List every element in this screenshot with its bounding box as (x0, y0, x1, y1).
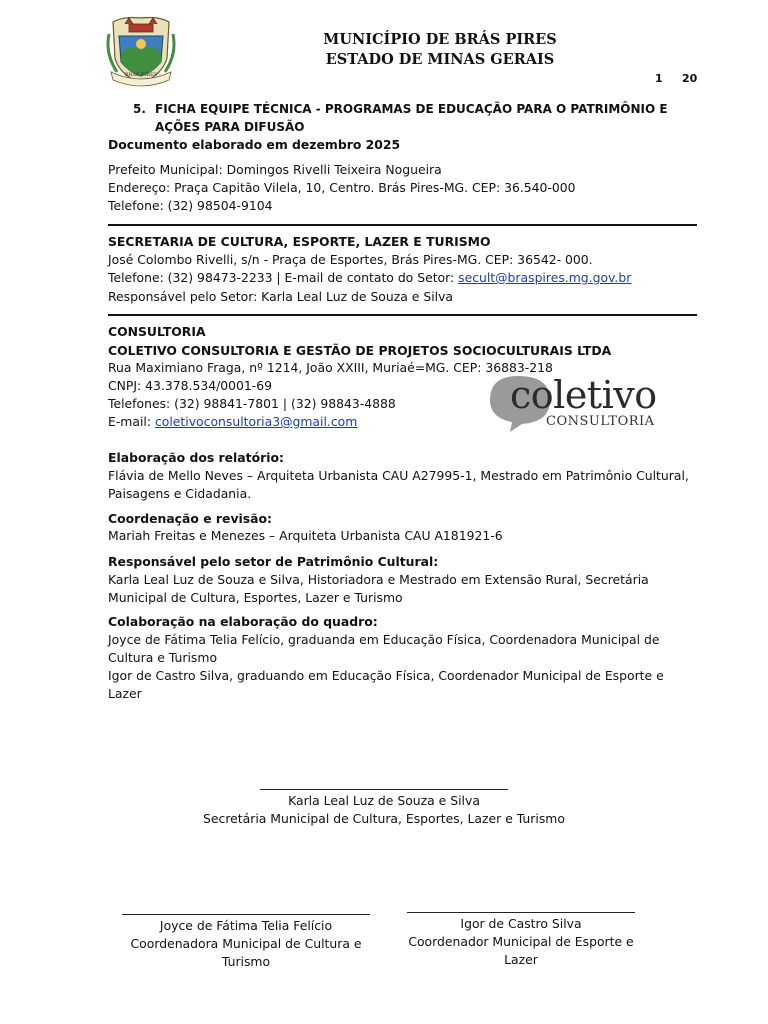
responsavel-line1: Karla Leal Luz de Souza e Silva, Historiadora e Mestrado em Extensão Rural, Secretária (108, 572, 649, 587)
coordenacao-label: Coordenação e revisão: (108, 511, 272, 526)
header-title-municipio: MUNICÍPIO DE BRÁS PIRES (323, 31, 557, 48)
consultoria-phones: Telefones: (32) 98841-7801 | (32) 98843-4888 (108, 396, 396, 411)
secretaria-title: SECRETARIA DE CULTURA, ESPORTE, LAZER E TURISMO (108, 234, 491, 249)
consultoria-cnpj: CNPJ: 43.378.534/0001-69 (108, 378, 273, 393)
header-title-estado: ESTADO DE MINAS GERAIS (325, 51, 555, 68)
elaboracao-line1: Flávia de Mello Neves – Arquiteta Urbanista CAU A27995-1, Mestrado em Patrimônio Cultural, (108, 468, 689, 483)
page-number-left: 1 (655, 72, 663, 85)
municipal-crest (103, 14, 179, 90)
consultoria-heading: CONSULTORIA (108, 324, 206, 339)
signature-left-role1: Coordenadora Municipal de Cultura e (130, 936, 362, 951)
signature-left-role2: Turismo (221, 954, 271, 969)
elaboracao-line2: Paisagens e Cidadania. (108, 486, 252, 501)
signature-line-main (260, 789, 508, 790)
section-title-line1: FICHA EQUIPE TÉCNICA - PROGRAMAS DE EDUCAÇÃO PARA O PATRIMÔNIO E (155, 102, 668, 116)
section-title-line2: AÇÕES PARA DIFUSÃO (155, 120, 305, 134)
coordenacao-line1: Mariah Freitas e Menezes – Arquiteta Urbanista CAU A181921-6 (108, 528, 503, 543)
secretaria-email-link[interactable]: secult@braspires.mg.gov.br (458, 270, 632, 285)
coletivo-logo (488, 372, 700, 434)
signature-right-name: Igor de Castro Silva (460, 916, 582, 931)
responsavel-line2: Municipal de Cultura, Esportes, Lazer e Turismo (108, 590, 403, 605)
consultoria-email-row (108, 413, 357, 431)
colaboracao-line3: Igor de Castro Silva, graduando em Educação Física, Coordenador Municipal de Esporte e (108, 668, 664, 683)
page-number-right: 20 (682, 72, 698, 85)
consultoria-company: COLETIVO CONSULTORIA E GESTÃO DE PROJETOS SOCIOCULTURAIS LTDA (108, 343, 612, 358)
secretaria-address: José Colombo Rivelli, s/n - Praça de Esportes, Brás Pires-MG. CEP: 36542- 000. (108, 252, 593, 267)
document-date: Documento elaborado em dezembro 2025 (108, 137, 401, 152)
logo-word: coletivo (510, 373, 657, 417)
secretaria-contact (108, 269, 631, 287)
signature-left-name: Joyce de Fátima Telia Felício (159, 918, 333, 933)
elaboracao-label: Elaboração dos relatório: (108, 450, 284, 465)
section-number: 5. (133, 102, 146, 116)
prefeito-line: Prefeito Municipal: Domingos Rivelli Teixeira Nogueira (108, 162, 442, 177)
colaboracao-line4: Lazer (108, 686, 142, 701)
consultoria-email-label: E-mail: (108, 414, 155, 429)
secretaria-phone: Telefone: (32) 98473-2233 | E-mail de contato do Setor: (108, 270, 459, 285)
colaboracao-line2: Cultura e Turismo (108, 650, 218, 665)
signature-main-name: Karla Leal Luz de Souza e Silva (288, 793, 480, 808)
logo-subtitle: CONSULTORIA (546, 414, 655, 429)
crest-motto: BRÁS PIRES (124, 72, 158, 78)
signature-right-role1: Coordenador Municipal de Esporte e (408, 934, 634, 949)
divider-1 (108, 224, 697, 226)
endereco-line: Endereço: Praça Capitão Vilela, 10, Centro. Brás Pires-MG. CEP: 36.540-000 (108, 180, 576, 195)
divider-2 (108, 314, 697, 316)
secretaria-responsavel: Responsável pelo Setor: Karla Leal Luz de Souza e Silva (108, 289, 454, 304)
colaboracao-line1: Joyce de Fátima Telia Felício, graduanda em Educação Física, Coordenadora Municipal de (108, 632, 660, 647)
consultoria-email-link[interactable]: coletivoconsultoria3@gmail.com (154, 414, 358, 429)
signature-right-role2: Lazer (504, 952, 538, 967)
telefone-line: Telefone: (32) 98504-9104 (108, 198, 273, 213)
colaboracao-label: Colaboração na elaboração do quadro: (108, 614, 378, 629)
signature-line-right (407, 912, 635, 913)
signature-line-left (122, 914, 370, 915)
responsavel-label: Responsável pelo setor de Patrimônio Cultural: (108, 554, 439, 569)
signature-main-role: Secretária Municipal de Cultura, Esportes, Lazer e Turismo (203, 811, 565, 826)
consultoria-address: Rua Maximiano Fraga, nº 1214, João XXIII, Muriaé=MG. CEP: 36883-218 (108, 360, 553, 375)
